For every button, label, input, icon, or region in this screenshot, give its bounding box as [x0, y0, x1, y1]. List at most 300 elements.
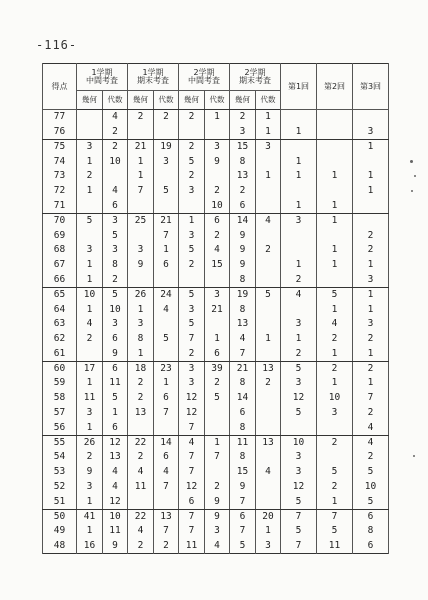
cell-t2-mid-geometry: 7 — [179, 450, 205, 465]
cell-round3: 1 — [353, 169, 389, 184]
cell-round2: 5 — [317, 287, 353, 302]
cell-t2-fin-algebra: 1 — [256, 124, 281, 139]
cell-round1: 2 — [281, 272, 317, 287]
cell-t2-fin-algebra: 1 — [256, 331, 281, 346]
table-row — [43, 494, 389, 509]
cell-t2-mid-geometry: 3 — [179, 183, 205, 198]
cell-t2-mid-geometry: 12 — [179, 479, 205, 494]
cell-t2-mid-algebra: 2 — [205, 228, 230, 243]
subheader-algebra: 代数 — [154, 91, 179, 110]
cell-round1 — [281, 139, 317, 154]
cell-t2-fin-geometry: 9 — [230, 479, 256, 494]
cell-t2-mid-geometry: 4 — [179, 435, 205, 450]
cell-t2-fin-geometry: 6 — [230, 509, 256, 524]
cell-t2-mid-geometry: 7 — [179, 420, 205, 435]
cell-score: 70 — [43, 213, 77, 228]
cell-t1-mid-algebra: 13 — [103, 450, 128, 465]
cell-t2-mid-geometry: 3 — [179, 376, 205, 391]
cell-t2-fin-geometry: 14 — [230, 391, 256, 406]
cell-t2-fin-geometry: 19 — [230, 287, 256, 302]
cell-t2-fin-geometry: 2 — [230, 183, 256, 198]
cell-t1-mid-geometry — [77, 228, 103, 243]
cell-t1-mid-algebra: 5 — [103, 391, 128, 406]
cell-t1-fin-algebra — [154, 124, 179, 139]
cell-round2: 1 — [317, 346, 353, 361]
cell-score: 54 — [43, 450, 77, 465]
cell-t2-fin-algebra: 13 — [256, 435, 281, 450]
cell-round2 — [317, 450, 353, 465]
cell-t2-fin-geometry: 13 — [230, 169, 256, 184]
cell-round1: 3 — [281, 465, 317, 480]
cell-score: 74 — [43, 154, 77, 169]
cell-t1-fin-algebra: 7 — [154, 479, 179, 494]
cell-t1-mid-algebra: 3 — [103, 317, 128, 332]
cell-t2-fin-algebra: 2 — [256, 376, 281, 391]
table-row — [43, 302, 389, 317]
cell-t1-mid-algebra: 4 — [103, 110, 128, 125]
cell-round3 — [353, 198, 389, 213]
cell-round2 — [317, 420, 353, 435]
cell-t1-mid-geometry — [77, 124, 103, 139]
cell-t2-fin-geometry: 9 — [230, 257, 256, 272]
cell-round3 — [353, 110, 389, 125]
cell-t2-mid-geometry: 7 — [179, 524, 205, 539]
cell-t2-mid-geometry: 5 — [179, 317, 205, 332]
cell-t1-mid-geometry: 5 — [77, 213, 103, 228]
cell-t1-mid-geometry: 3 — [77, 139, 103, 154]
cell-t2-fin-geometry: 14 — [230, 213, 256, 228]
cell-t2-mid-geometry: 3 — [179, 228, 205, 243]
cell-t1-fin-geometry: 2 — [128, 110, 154, 125]
cell-score: 73 — [43, 169, 77, 184]
cell-t1-fin-geometry: 22 — [128, 435, 154, 450]
table-row — [43, 183, 389, 198]
cell-t2-fin-algebra — [256, 302, 281, 317]
table-row — [43, 435, 389, 450]
cell-score: 63 — [43, 317, 77, 332]
table-row — [43, 331, 389, 346]
cell-t2-mid-algebra: 9 — [205, 154, 230, 169]
cell-t2-fin-algebra: 3 — [256, 139, 281, 154]
cell-round1: 5 — [281, 405, 317, 420]
cell-round1: 5 — [281, 361, 317, 376]
cell-round3: 2 — [353, 450, 389, 465]
table-row — [43, 479, 389, 494]
cell-round2: 2 — [317, 479, 353, 494]
cell-t1-mid-geometry: 2 — [77, 169, 103, 184]
cell-round2: 1 — [317, 213, 353, 228]
table-row — [43, 272, 389, 287]
cell-round3: 10 — [353, 479, 389, 494]
cell-t1-fin-geometry — [128, 124, 154, 139]
cell-t1-fin-algebra: 7 — [154, 228, 179, 243]
cell-round3: 3 — [353, 272, 389, 287]
table-body — [43, 110, 389, 554]
table-row — [43, 124, 389, 139]
cell-t1-fin-algebra: 1 — [154, 243, 179, 258]
cell-t2-fin-geometry: 4 — [230, 331, 256, 346]
cell-round3 — [353, 213, 389, 228]
cell-t2-mid-algebra: 10 — [205, 198, 230, 213]
cell-t2-fin-geometry: 21 — [230, 361, 256, 376]
cell-score: 68 — [43, 243, 77, 258]
cell-t2-mid-geometry: 5 — [179, 243, 205, 258]
subheader-geometry: 幾何 — [128, 91, 154, 110]
cell-t2-fin-geometry: 11 — [230, 435, 256, 450]
cell-t2-mid-geometry: 1 — [179, 213, 205, 228]
cell-t1-mid-geometry: 3 — [77, 405, 103, 420]
table-row — [43, 257, 389, 272]
cell-t1-mid-geometry: 2 — [77, 331, 103, 346]
cell-round2: 1 — [317, 376, 353, 391]
cell-round1: 5 — [281, 494, 317, 509]
table-row — [43, 420, 389, 435]
cell-round3: 1 — [353, 183, 389, 198]
cell-t1-fin-algebra: 6 — [154, 391, 179, 406]
table-row — [43, 539, 389, 554]
cell-t1-mid-algebra: 3 — [103, 243, 128, 258]
table-row — [43, 450, 389, 465]
cell-score: 51 — [43, 494, 77, 509]
cell-score: 53 — [43, 465, 77, 480]
cell-t2-fin-algebra — [256, 198, 281, 213]
cell-t2-mid-algebra — [205, 465, 230, 480]
cell-t2-fin-geometry: 8 — [230, 420, 256, 435]
cell-round1: 1 — [281, 124, 317, 139]
cell-score: 67 — [43, 257, 77, 272]
cell-t1-fin-algebra: 19 — [154, 139, 179, 154]
cell-t1-fin-geometry: 21 — [128, 139, 154, 154]
cell-t1-mid-algebra: 1 — [103, 405, 128, 420]
cell-round3: 5 — [353, 494, 389, 509]
cell-t2-mid-algebra: 2 — [205, 183, 230, 198]
subheader-algebra: 代数 — [205, 91, 230, 110]
cell-score: 76 — [43, 124, 77, 139]
cell-round3: 2 — [353, 405, 389, 420]
cell-round3: 6 — [353, 509, 389, 524]
cell-t1-fin-algebra: 1 — [154, 376, 179, 391]
cell-t1-fin-geometry: 1 — [128, 302, 154, 317]
cell-t2-fin-algebra: 1 — [256, 524, 281, 539]
cell-round2: 2 — [317, 331, 353, 346]
cell-round2: 4 — [317, 317, 353, 332]
cell-t1-fin-algebra: 5 — [154, 331, 179, 346]
cell-t2-fin-algebra — [256, 183, 281, 198]
table-row — [43, 228, 389, 243]
cell-t1-mid-geometry: 1 — [77, 494, 103, 509]
cell-round3: 6 — [353, 539, 389, 554]
table-row — [43, 524, 389, 539]
cell-t2-mid-geometry: 7 — [179, 465, 205, 480]
cell-round2: 3 — [317, 405, 353, 420]
cell-round3: 3 — [353, 124, 389, 139]
subheader-algebra: 代数 — [256, 91, 281, 110]
cell-t1-fin-algebra: 3 — [154, 154, 179, 169]
table-row — [43, 361, 389, 376]
cell-t2-fin-algebra — [256, 317, 281, 332]
cell-t2-fin-geometry: 15 — [230, 139, 256, 154]
table-row — [43, 376, 389, 391]
cell-t1-mid-geometry: 16 — [77, 539, 103, 554]
subheader-geometry: 幾何 — [179, 91, 205, 110]
cell-t1-mid-algebra: 6 — [103, 331, 128, 346]
cell-t1-fin-geometry: 11 — [128, 479, 154, 494]
cell-t1-fin-algebra: 6 — [154, 257, 179, 272]
cell-t2-mid-algebra: 9 — [205, 494, 230, 509]
table-row — [43, 154, 389, 169]
cell-t2-mid-algebra: 2 — [205, 376, 230, 391]
cell-t1-fin-geometry: 1 — [128, 346, 154, 361]
cell-score: 59 — [43, 376, 77, 391]
cell-t1-fin-geometry: 2 — [128, 450, 154, 465]
cell-round2: 5 — [317, 465, 353, 480]
cell-round2 — [317, 183, 353, 198]
cell-t1-mid-algebra: 2 — [103, 272, 128, 287]
cell-t1-fin-geometry: 2 — [128, 376, 154, 391]
cell-t1-mid-algebra: 10 — [103, 509, 128, 524]
cell-t1-fin-geometry — [128, 198, 154, 213]
cell-t1-fin-geometry: 13 — [128, 405, 154, 420]
cell-round3: 1 — [353, 139, 389, 154]
cell-round3: 3 — [353, 317, 389, 332]
cell-t2-mid-algebra: 3 — [205, 139, 230, 154]
header-row — [43, 64, 389, 91]
cell-t2-mid-algebra — [205, 405, 230, 420]
cell-t2-mid-algebra: 1 — [205, 110, 230, 125]
cell-round3: 2 — [353, 361, 389, 376]
cell-t1-mid-algebra: 10 — [103, 154, 128, 169]
table-row — [43, 169, 389, 184]
cell-t1-mid-algebra: 12 — [103, 435, 128, 450]
cell-round2: 1 — [317, 198, 353, 213]
cell-t1-fin-geometry: 3 — [128, 243, 154, 258]
cell-t1-fin-geometry: 2 — [128, 391, 154, 406]
cell-t2-fin-geometry: 7 — [230, 346, 256, 361]
cell-round2: 5 — [317, 524, 353, 539]
cell-t1-fin-algebra: 14 — [154, 435, 179, 450]
cell-score: 58 — [43, 391, 77, 406]
cell-round2 — [317, 110, 353, 125]
cell-t2-mid-algebra: 2 — [205, 479, 230, 494]
cell-t1-mid-algebra — [103, 169, 128, 184]
cell-t2-fin-algebra: 1 — [256, 110, 281, 125]
cell-t2-mid-algebra: 6 — [205, 346, 230, 361]
exam-header-round3: 第3回 — [353, 64, 389, 110]
cell-t1-mid-geometry: 11 — [77, 391, 103, 406]
cell-t2-mid-algebra: 3 — [205, 524, 230, 539]
cell-round3: 8 — [353, 524, 389, 539]
cell-score: 75 — [43, 139, 77, 154]
cell-t2-fin-algebra — [256, 257, 281, 272]
cell-score: 62 — [43, 331, 77, 346]
cell-t2-fin-algebra — [256, 346, 281, 361]
cell-t1-fin-algebra — [154, 198, 179, 213]
cell-t1-fin-geometry — [128, 420, 154, 435]
cell-round2: 1 — [317, 257, 353, 272]
cell-score: 66 — [43, 272, 77, 287]
cell-t1-fin-geometry — [128, 228, 154, 243]
cell-t2-mid-algebra: 7 — [205, 450, 230, 465]
cell-round2: 10 — [317, 391, 353, 406]
cell-t1-fin-geometry: 26 — [128, 287, 154, 302]
cell-t2-fin-algebra: 4 — [256, 465, 281, 480]
cell-t1-fin-geometry: 1 — [128, 154, 154, 169]
cell-score: 56 — [43, 420, 77, 435]
cell-t1-fin-geometry — [128, 272, 154, 287]
table-row — [43, 139, 389, 154]
cell-t1-fin-geometry: 18 — [128, 361, 154, 376]
cell-round1 — [281, 183, 317, 198]
scan-speck — [414, 175, 416, 177]
cell-score: 50 — [43, 509, 77, 524]
cell-t2-fin-algebra: 1 — [256, 169, 281, 184]
cell-round1: 1 — [281, 169, 317, 184]
cell-round3 — [353, 154, 389, 169]
cell-t2-mid-geometry: 12 — [179, 405, 205, 420]
cell-round1: 1 — [281, 331, 317, 346]
exam-header-term1-final: 1学期 期末考査 — [128, 64, 179, 91]
exam-header-term2-final: 2学期 期末考査 — [230, 64, 281, 91]
cell-round1: 12 — [281, 479, 317, 494]
cell-t1-fin-algebra: 21 — [154, 213, 179, 228]
exam-header-term1-midterm: 1学期 中間考査 — [77, 64, 128, 91]
cell-t1-mid-algebra: 10 — [103, 302, 128, 317]
cell-t1-fin-algebra: 7 — [154, 405, 179, 420]
cell-t1-mid-geometry: 3 — [77, 243, 103, 258]
cell-round2: 1 — [317, 169, 353, 184]
cell-t1-mid-algebra: 11 — [103, 376, 128, 391]
cell-round1: 3 — [281, 213, 317, 228]
cell-t1-mid-geometry: 1 — [77, 302, 103, 317]
cell-round1: 3 — [281, 317, 317, 332]
exam-header-round1: 第1回 — [281, 64, 317, 110]
cell-t1-fin-algebra — [154, 420, 179, 435]
cell-t1-fin-algebra — [154, 272, 179, 287]
cell-score: 72 — [43, 183, 77, 198]
cell-t2-mid-algebra: 1 — [205, 331, 230, 346]
cell-round2 — [317, 272, 353, 287]
cell-round2 — [317, 228, 353, 243]
cell-round3: 4 — [353, 420, 389, 435]
subheader-geometry: 幾何 — [230, 91, 256, 110]
cell-t2-mid-algebra: 4 — [205, 243, 230, 258]
cell-t1-mid-geometry: 4 — [77, 317, 103, 332]
cell-t1-mid-geometry — [77, 346, 103, 361]
cell-t1-fin-algebra: 13 — [154, 509, 179, 524]
scan-speck — [411, 190, 413, 192]
cell-round2: 1 — [317, 243, 353, 258]
cell-t1-fin-geometry: 4 — [128, 524, 154, 539]
cell-t1-fin-algebra: 6 — [154, 450, 179, 465]
cell-t2-fin-geometry: 8 — [230, 450, 256, 465]
cell-t2-mid-geometry: 3 — [179, 361, 205, 376]
cell-t2-mid-geometry: 2 — [179, 169, 205, 184]
cell-t1-mid-algebra: 12 — [103, 494, 128, 509]
cell-t1-mid-algebra: 9 — [103, 539, 128, 554]
cell-t2-fin-algebra: 4 — [256, 213, 281, 228]
cell-t1-mid-geometry: 10 — [77, 287, 103, 302]
cell-round1 — [281, 243, 317, 258]
cell-round2: 2 — [317, 435, 353, 450]
cell-t2-mid-algebra — [205, 272, 230, 287]
cell-round1: 1 — [281, 154, 317, 169]
cell-t1-fin-geometry: 7 — [128, 183, 154, 198]
table-row — [43, 110, 389, 125]
cell-t1-fin-algebra — [154, 494, 179, 509]
cell-round1 — [281, 110, 317, 125]
table-row — [43, 287, 389, 302]
cell-round1: 3 — [281, 376, 317, 391]
cell-t1-fin-geometry: 22 — [128, 509, 154, 524]
cell-t2-mid-geometry — [179, 272, 205, 287]
cell-t2-mid-geometry: 5 — [179, 287, 205, 302]
cell-t1-mid-algebra: 6 — [103, 361, 128, 376]
cell-t2-fin-algebra: 2 — [256, 243, 281, 258]
cell-t1-fin-algebra — [154, 169, 179, 184]
subheader-geometry: 幾何 — [77, 91, 103, 110]
table-row — [43, 213, 389, 228]
cell-t2-mid-geometry: 6 — [179, 494, 205, 509]
cell-t1-mid-algebra: 6 — [103, 198, 128, 213]
cell-round3: 4 — [353, 435, 389, 450]
cell-t2-fin-algebra — [256, 154, 281, 169]
cell-t2-mid-algebra: 1 — [205, 435, 230, 450]
cell-t1-fin-algebra — [154, 317, 179, 332]
cell-t2-mid-algebra — [205, 169, 230, 184]
cell-round2: 1 — [317, 302, 353, 317]
cell-round1 — [281, 302, 317, 317]
cell-t1-mid-geometry: 1 — [77, 524, 103, 539]
cell-t1-mid-geometry: 41 — [77, 509, 103, 524]
table-row — [43, 391, 389, 406]
cell-round1: 1 — [281, 257, 317, 272]
cell-t2-mid-algebra: 3 — [205, 287, 230, 302]
cell-t2-mid-algebra — [205, 317, 230, 332]
cell-t2-fin-algebra: 13 — [256, 361, 281, 376]
table-row — [43, 346, 389, 361]
cell-t2-mid-algebra: 15 — [205, 257, 230, 272]
cell-t1-mid-algebra: 4 — [103, 183, 128, 198]
cell-t1-mid-algebra: 9 — [103, 346, 128, 361]
exam-header-term2-midterm: 2学期 中間考査 — [179, 64, 230, 91]
table-row — [43, 405, 389, 420]
cell-score: 69 — [43, 228, 77, 243]
cell-t2-fin-algebra — [256, 391, 281, 406]
cell-t2-mid-geometry: 7 — [179, 509, 205, 524]
cell-t2-fin-geometry: 8 — [230, 272, 256, 287]
cell-score: 77 — [43, 110, 77, 125]
cell-t2-fin-geometry: 3 — [230, 124, 256, 139]
cell-t1-fin-algebra — [154, 346, 179, 361]
cell-t2-fin-geometry: 9 — [230, 228, 256, 243]
cell-t2-mid-geometry: 2 — [179, 110, 205, 125]
cell-t2-mid-geometry: 5 — [179, 154, 205, 169]
cell-round3: 2 — [353, 243, 389, 258]
cell-t1-fin-algebra: 23 — [154, 361, 179, 376]
table-row — [43, 317, 389, 332]
cell-t1-mid-geometry: 9 — [77, 465, 103, 480]
cell-t1-mid-geometry — [77, 110, 103, 125]
cell-t2-mid-algebra: 21 — [205, 302, 230, 317]
cell-t2-fin-algebra: 5 — [256, 287, 281, 302]
cell-round1: 1 — [281, 198, 317, 213]
cell-t2-fin-geometry: 6 — [230, 198, 256, 213]
cell-t2-mid-algebra: 6 — [205, 213, 230, 228]
cell-score: 60 — [43, 361, 77, 376]
cell-round3: 1 — [353, 302, 389, 317]
cell-t1-mid-geometry: 1 — [77, 420, 103, 435]
cell-t2-fin-algebra — [256, 420, 281, 435]
